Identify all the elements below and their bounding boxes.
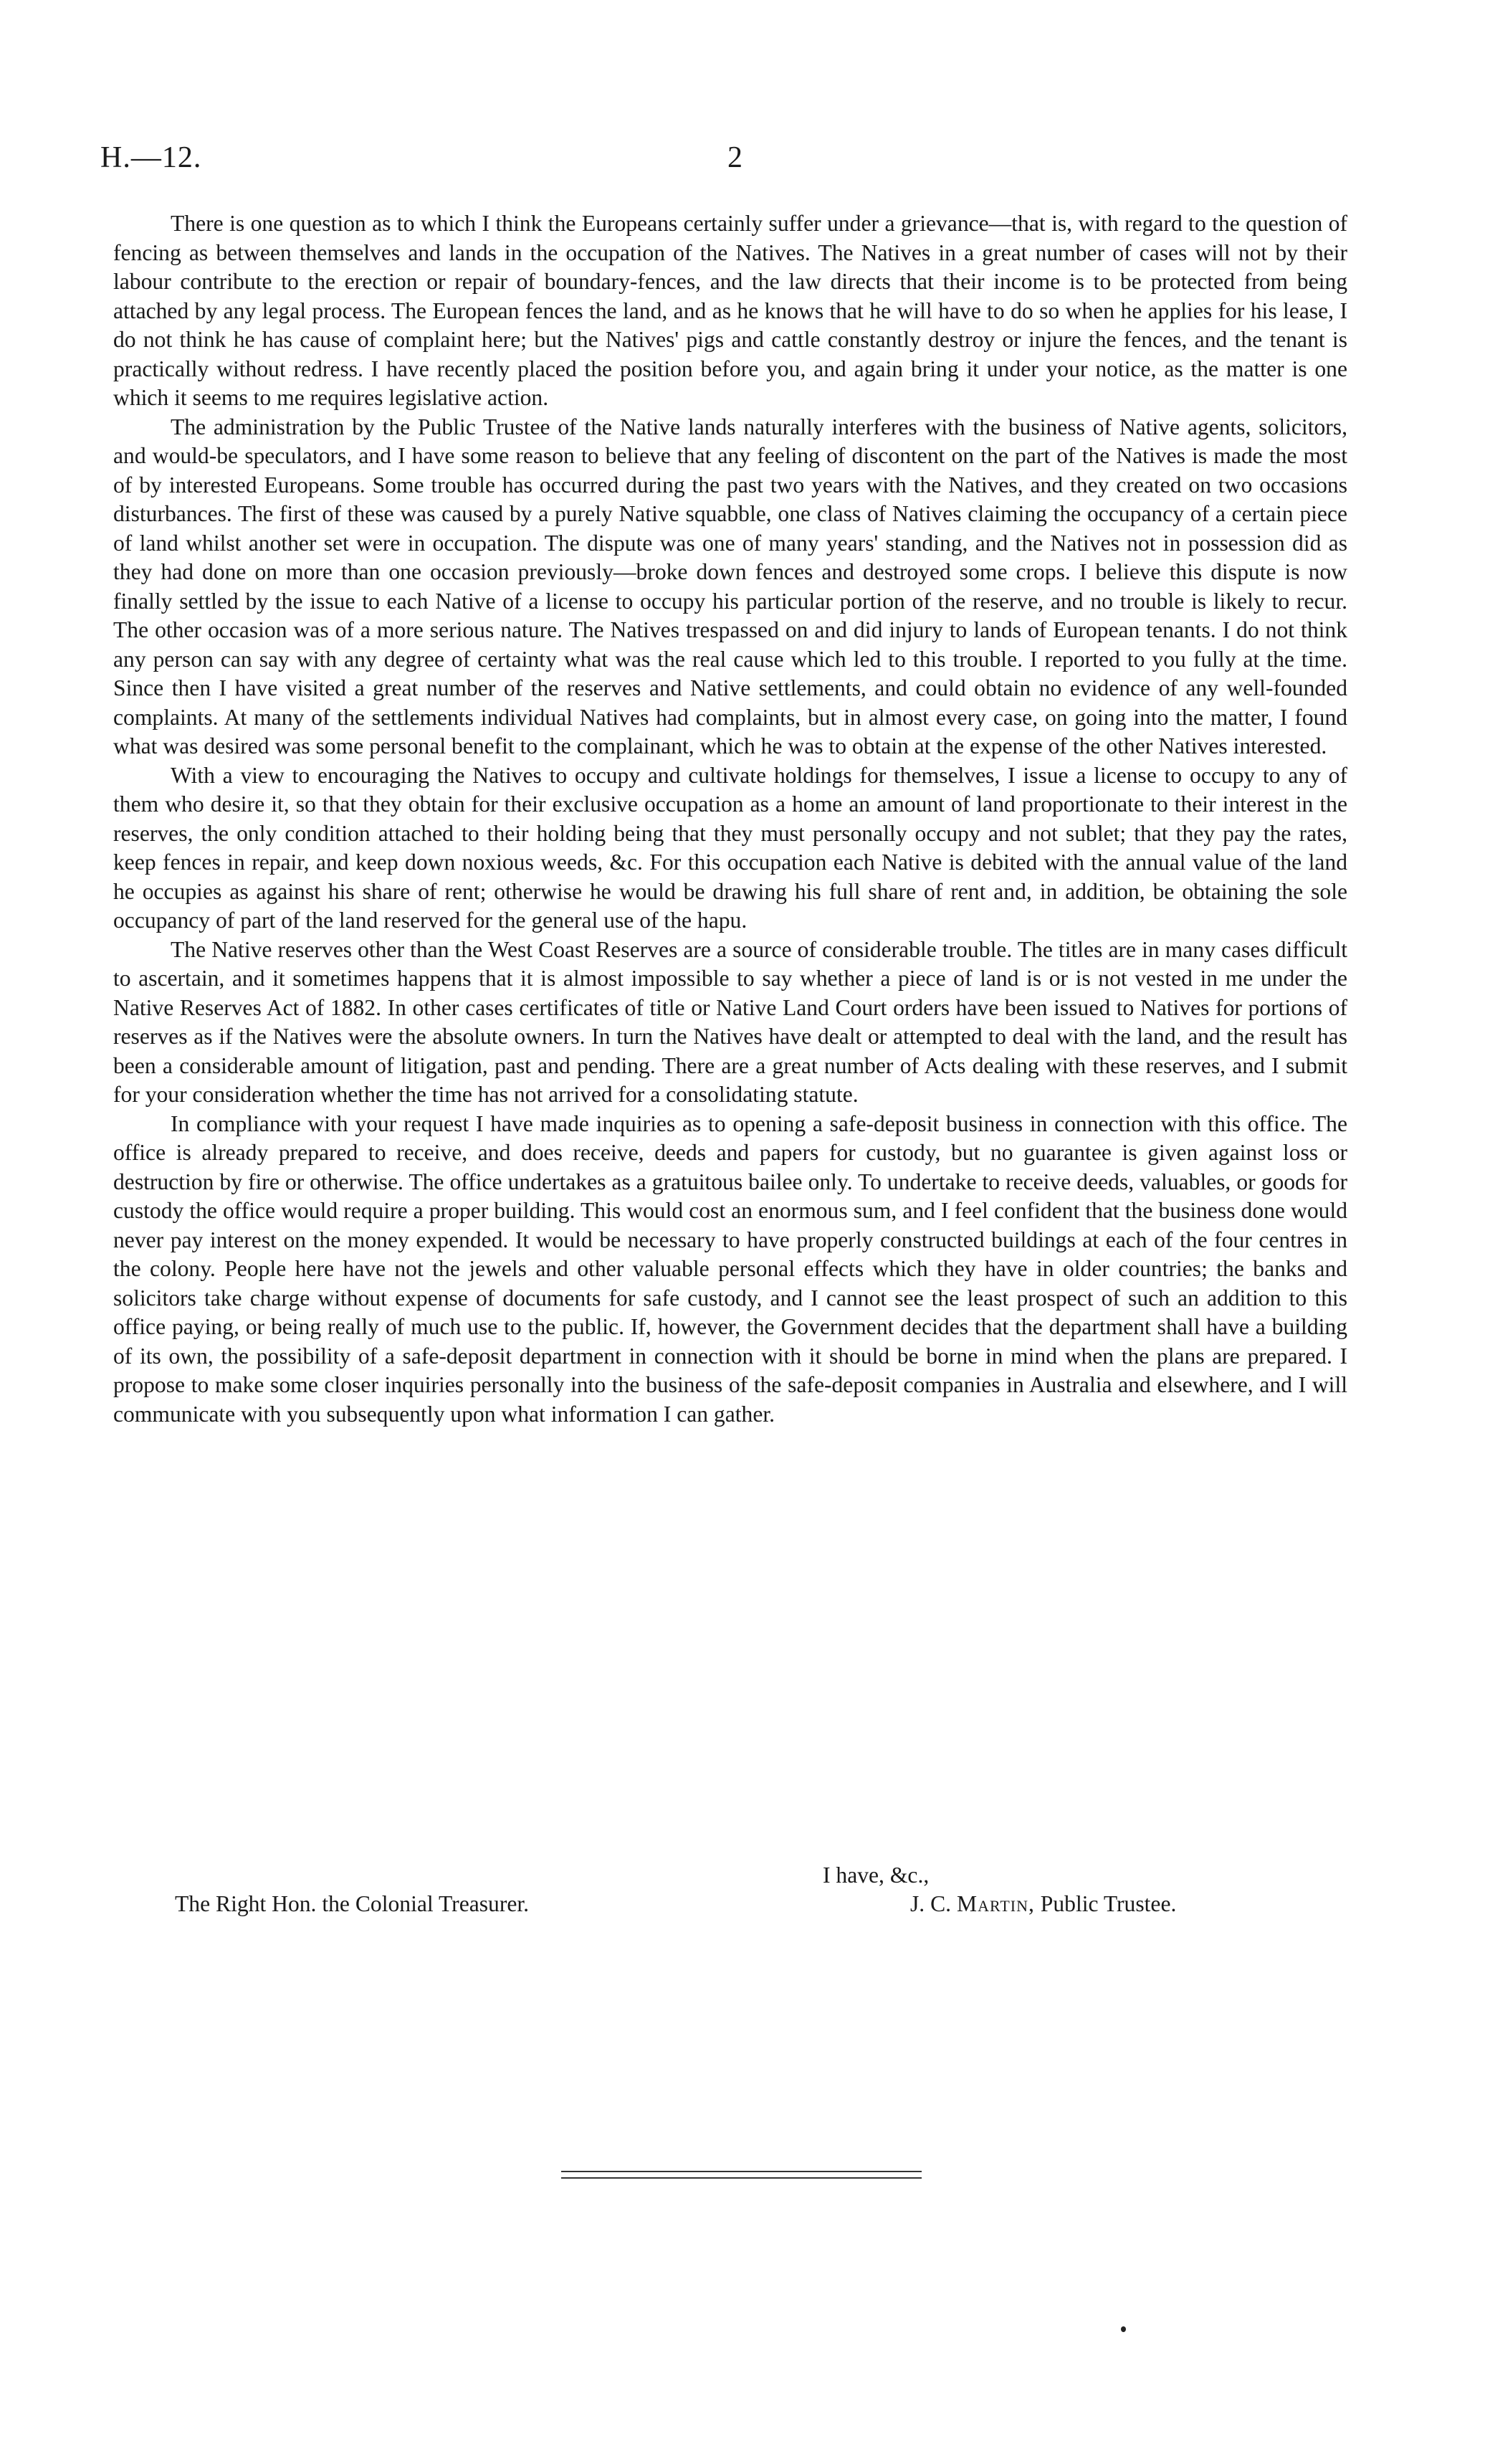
addressee: The Right Hon. the Colonial Treasurer. <box>175 1891 530 1916</box>
ink-speck <box>1121 2326 1126 2332</box>
closing-line: I have, &c., <box>823 1863 930 1888</box>
signature-title: Public Trustee. <box>1040 1891 1177 1916</box>
page-header <box>100 141 1362 184</box>
paragraph-administration: The administration by the Public Trustee of the Native lands naturally interferes with the business of Native agents, solicitors, and would-be speculators, and I have some reason to believe that any feeling of discontent on the part of the Natives is made the most of by interested Europeans. Some trouble has occurred during the past two years with the Natives, and they created on two occasions disturbances. The first of these was caused by a purely Native squabble, one class of Natives claiming the occupancy of a certain piece of land whilst another set were in occupation. The dispute was one of many years' standing, and the Natives not in possession did as they had done on more than one occasion previously—broke down fences and destroyed some crops. I believe this dispute is now finally settled by the issue to each Native of a license to occupy his particular portion of the reserve, and no trouble is likely to recur. The other occasion was of a more serious nature. The Natives trespassed on and did injury to lands of European tenants. I do not think any person can say with any degree of certainty what was the real cause which led to this trouble. I reported to you fully at the time. Since then I have visited a great number of the reserves and Native settlements, and could obtain no evidence of any well-founded complaints. At many of the settlements individual Natives had complaints, but in almost every case, on going into the matter, I found what was desired was some personal benefit to the complainant, which he was to obtain at the expense of the other Natives interested. <box>113 414 1347 758</box>
paragraph-fencing: There is one question as to which I think the Europeans certainly suffer under a grievance—that is, with regard to the question of fencing as between themselves and lands in the occupation of the Natives. The Natives in a great number of cases will not by their labour contribute to the erection or repair of boundary-fences, and the law directs that their income is to be protected from being attached by any legal process. The European fences the land, and as he knows that he will have to do so when he applies for his lease, I do not think he has cause of complaint here; but the Natives' pigs and cattle constantly destroy or injure the fences, and the tenant is practically without redress. I have recently placed the position before you, and again bring it under your notice, as the matter is one which it seems to me requires legislative action. <box>113 211 1347 410</box>
document-reference: H.—12. <box>100 141 202 174</box>
paragraph-native-reserves: The Native reserves other than the West Coast Reserves are a source of considerable trouble. The titles are in many cases difficult to ascertain, and it sometimes happens that it is almost impossible to say whether a piece of land is or is not vested in me under the Native Reserves Act of 1882. In other cases certificates of title or Native Land Court orders have been issued to Natives for portions of reserves as if the Natives were the absolute owners. In turn the Natives have dealt or attempted to deal with the land, and the result has been a considerable amount of litigation, past and pending. There are a great number of Acts dealing with these reserves, and I submit for your consideration whether the time has not arrived for a consolidating statute. <box>113 936 1347 1107</box>
page-number: 2 <box>727 141 742 174</box>
letter-body <box>113 209 1347 1429</box>
paragraph-license-to-occupy: With a view to encouraging the Natives to occupy and cultivate holdings for themselves, I issue a license to occupy to any of them who desire it, so that they obtain for their exclusive occupation as a home an amount of land proportionate to their interest in the reserves, the only condition attached to their holding being that they must personally occupy and not sublet; that they pay the rates, keep fences in repair, and keep down noxious weeds, &c. For this occupation each Native is debited with the annual value of the land he occupies as against his share of rent; otherwise he would be drawing his full share of rent and, in addition, be obtaining the sole occupancy of part of the land reserved for the general use of the hapu. <box>113 762 1347 933</box>
signature-initials: J. C. <box>910 1891 952 1916</box>
signature-name: Martin, <box>956 1891 1035 1916</box>
signature <box>910 1891 1176 1917</box>
section-divider-bottom <box>561 2177 922 2179</box>
section-divider-top <box>561 2171 922 2172</box>
paragraph-safe-deposit: In compliance with your request I have made inquiries as to opening a safe-deposit business in connection with this office. The office is already prepared to receive, and does receive, deeds and papers for custody, but no guarantee is given against loss or destruction by fire or otherwise. The office undertakes as a gratuitous bailee only. To undertake to receive deeds, valuables, or goods for custody the office would require a proper building. This would cost an enormous sum, and I feel confident that the business done would never pay interest on the money expended. It would be necessary to have properly constructed buildings at each of the four centres in the colony. People here have not the jewels and other valuable personal effects which they have in older countries; the banks and solicitors take charge without expense of documents for safe custody, and I cannot see the least prospect of such an addition to this office paying, or being really of much use to the public. If, however, the Government decides that the department shall have a building of its own, the possibility of a safe-deposit department in connection with it should be borne in mind when the plans are prepared. I propose to make some closer inquiries personally into the business of the safe-deposit companies in Australia and elsewhere, and I will communicate with you subsequently upon what information I can gather. <box>113 1110 1347 1427</box>
